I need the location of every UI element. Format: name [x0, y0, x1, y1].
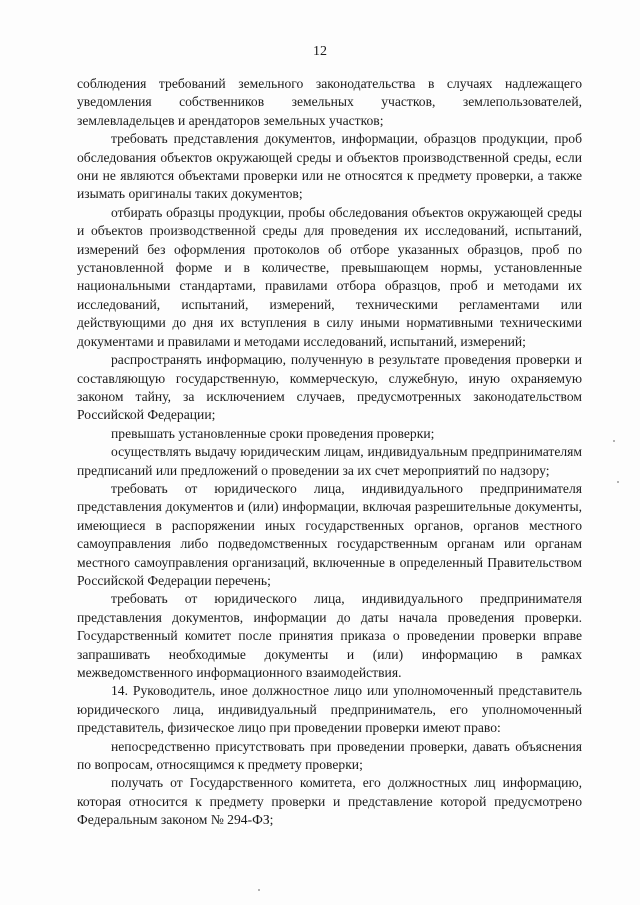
paragraph: требовать от юридического лица, индивидуального предпринимателя представления документов, информации до даты начала проведения проверки. Государственный комитет после принятия приказа о проведении проверки вправе запрашивать необходимые документы и (или) информацию в рамках межведомственного информационного взаимодействия. — [77, 591, 582, 680]
paragraph: получать от Государственного комитета, его должностных лиц информацию, которая относится к предмету проверки и представление которой предусмотрено Федеральным законом № 294-ФЗ; — [77, 775, 582, 828]
paragraph: превышать установленные сроки проведения проверки; — [111, 425, 435, 441]
paragraph: распространять информацию, полученную в результате проведения проверки и составляющую государственную, коммерческую, служебную, иную охраняемую законом тайну, за исключением случаев, предусмотренных законодательством Российской Федерации; — [77, 352, 582, 423]
paragraph: отбирать образцы продукции, пробы обследования объектов окружающей среды и объектов производственной среды для проведения их исследований, испытаний, измерений без оформления протоколов об отборе указанных образцов, проб по установленной форме и в количестве, превышающем нормы, установленные национальными стандартами, правилами отбора образцов, проб и методами их исследований, испытаний, измерений, техническими регламентами или действующими до дня их вступления в силу иными нормативными техническими документами и правилами и методами исследований, испытаний, измерений; — [77, 204, 582, 349]
scan-speck — [258, 889, 260, 891]
paragraph: соблюдения требований земельного законодательства в случаях надлежащего уведомления собственников земельных участков, землепользователей, землевладельцев и арендаторов земельных участков; — [77, 76, 582, 128]
paragraph: осуществлять выдачу юридическим лицам, индивидуальным предпринимателям предписаний или предложений о проведении за их счет мероприятий по надзору; — [77, 444, 582, 478]
scan-speck — [613, 440, 615, 442]
paragraph: 14. Руководитель, иное должностное лицо или уполномоченный представитель юридического лица, индивидуальный предприниматель, его уполномоченный представитель, физическое лицо при проведении проверки имеют право: — [77, 683, 582, 736]
paragraph: требовать от юридического лица, индивидуального предпринимателя представления документов и (или) информации, включая разрешительные документы, имеющиеся в распоряжении иных государственных органов, органов местного самоуправления либо подведомственных государственным органам или органам местного самоуправления организаций, включенные в определенный Правительством Российской Федерации перечень; — [77, 480, 582, 588]
document-body — [77, 75, 582, 830]
page-number: 12 — [313, 44, 327, 59]
paragraph: требовать представления документов, информации, образцов продукции, проб обследования объектов окружающей среды и объектов производственной среды, если они не являются объектами проверки или не относятся к предмету проверки, а также изымать оригиналы таких документов; — [77, 131, 582, 202]
scan-speck — [617, 481, 619, 483]
paragraph: непосредственно присутствовать при проведении проверки, давать объяснения по вопросам, относящимся к предмету проверки; — [77, 738, 582, 773]
